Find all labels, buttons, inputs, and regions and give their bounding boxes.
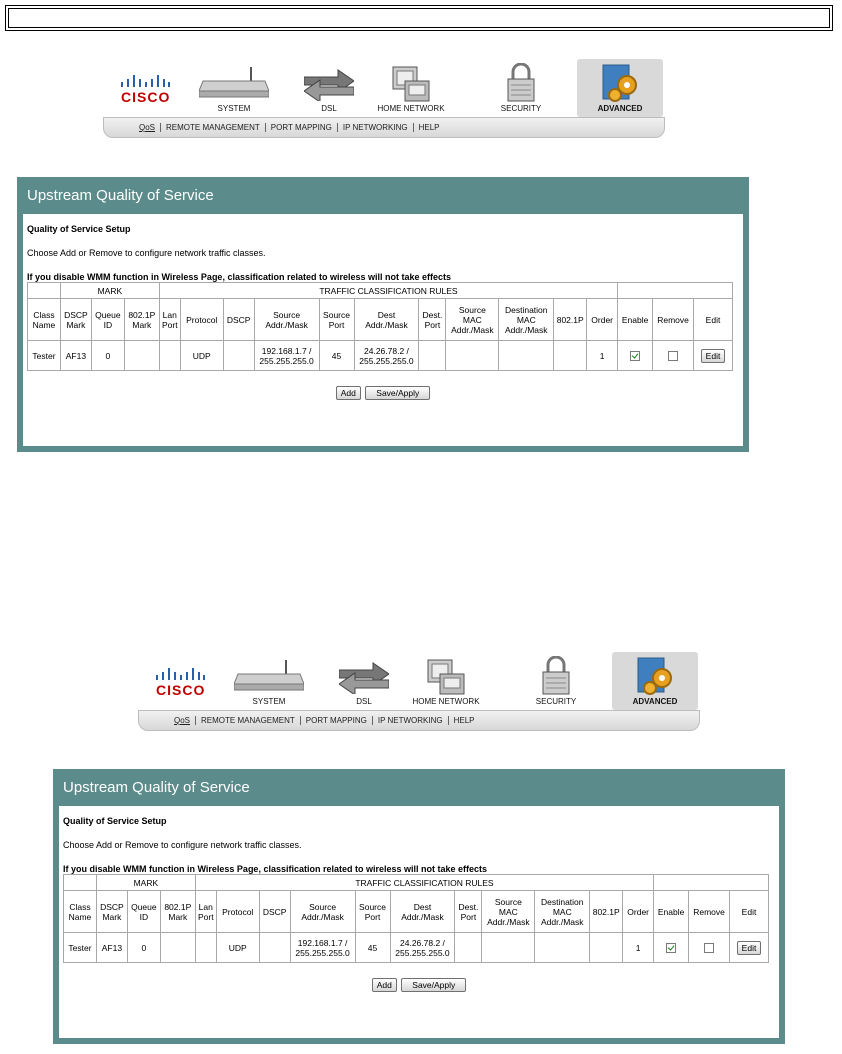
save-apply-button[interactable]: Save/Apply: [365, 386, 430, 400]
mark-header: MARK: [96, 875, 195, 891]
col-dest-addr: Dest Addr./Mask: [354, 299, 419, 341]
nav-label-home-network: HOME NETWORK: [412, 697, 480, 706]
cell-protocol: UDP: [216, 933, 259, 963]
col-source-mac: Source MAC Addr./Mask: [482, 891, 535, 933]
cell-lan-port: [195, 933, 216, 963]
subnav-ip-networking[interactable]: IP NETWORKING: [377, 716, 443, 725]
table-row: [28, 341, 733, 371]
col-lan-port: Lan Port: [195, 891, 216, 933]
cell-edit: [694, 341, 733, 371]
col-edit: Edit: [730, 891, 769, 933]
empty-cell: [28, 283, 61, 299]
nav-label-security: SECURITY: [535, 697, 577, 706]
instructions: Choose Add or Remove to configure network traffic classes.: [63, 840, 302, 850]
cell-dest-addr: 24.26.78.2 / 255.255.255.0: [354, 341, 419, 371]
col-source-port: Source Port: [319, 299, 354, 341]
cell-8021p-mark: [124, 341, 159, 371]
save-apply-button[interactable]: Save/Apply: [401, 978, 466, 992]
cell-dest-mac: [499, 341, 554, 371]
add-button[interactable]: Add: [336, 386, 361, 400]
col-order: Order: [587, 299, 618, 341]
subnav-remote-management[interactable]: REMOTE MANAGEMENT: [201, 716, 295, 725]
subnav-ip-networking[interactable]: IP NETWORKING: [342, 123, 408, 132]
col-remove: Remove: [689, 891, 730, 933]
col-remove: Remove: [653, 299, 694, 341]
add-button[interactable]: Add: [372, 978, 397, 992]
enable-checkbox[interactable]: [666, 943, 676, 953]
cell-lan-port: [159, 341, 180, 371]
cell-queue-id: 0: [91, 341, 124, 371]
col-dest-port: Dest. Port: [419, 299, 446, 341]
cell-source-port: 45: [355, 933, 390, 963]
cell-order: 1: [587, 341, 618, 371]
subnav-remote-management[interactable]: REMOTE MANAGEMENT: [166, 123, 260, 132]
column-header-row: [28, 299, 733, 341]
subnav-port-mapping[interactable]: PORT MAPPING: [270, 123, 332, 132]
col-8021p: 802.1P: [590, 891, 623, 933]
panel-title: Upstream Quality of Service: [27, 187, 214, 204]
empty-cell: [64, 875, 97, 891]
col-8021p-mark: 802.1P Mark: [160, 891, 195, 933]
cell-enable: [618, 341, 653, 371]
cisco-logo: CISCO: [119, 73, 171, 109]
panel-body: [23, 214, 743, 446]
nav-dsl[interactable]: [334, 652, 394, 710]
cell-dest-mac: [535, 933, 590, 963]
nav-security[interactable]: [491, 59, 551, 117]
cell-dest-port: [419, 341, 446, 371]
cell-8021p: [554, 341, 587, 371]
cell-dscp-mark: AF13: [60, 341, 91, 371]
cell-source-port: 45: [319, 341, 354, 371]
cell-class-name: Tester: [64, 933, 97, 963]
qos-panel: [17, 177, 749, 452]
col-lan-port: Lan Port: [159, 299, 180, 341]
nav-advanced[interactable]: [577, 59, 663, 117]
cell-enable: [654, 933, 689, 963]
cell-remove: [653, 341, 694, 371]
col-queue-id: Queue ID: [91, 299, 124, 341]
col-enable: Enable: [618, 299, 653, 341]
qos-panel: [53, 769, 785, 1044]
cell-8021p-mark: [160, 933, 195, 963]
col-protocol: Protocol: [180, 299, 223, 341]
enable-checkbox[interactable]: [630, 351, 640, 361]
col-queue-id: Queue ID: [127, 891, 160, 933]
subnav-bar: [103, 117, 665, 138]
lock-icon: [541, 656, 571, 696]
empty-cell: [618, 283, 733, 299]
col-protocol: Protocol: [216, 891, 259, 933]
empty-cell: [654, 875, 769, 891]
cell-queue-id: 0: [127, 933, 160, 963]
group-header-row: [28, 283, 733, 299]
cell-source-mac: [446, 341, 499, 371]
computer-icon: [426, 658, 466, 696]
cell-class-name: Tester: [28, 341, 61, 371]
lock-icon: [506, 63, 536, 103]
nav-label-security: SECURITY: [500, 104, 542, 113]
cell-dscp: [259, 933, 290, 963]
col-enable: Enable: [654, 891, 689, 933]
nav-label-dsl: DSL: [321, 104, 337, 113]
remove-checkbox[interactable]: [668, 351, 678, 361]
col-dest-addr: Dest Addr./Mask: [390, 891, 455, 933]
subnav-bar: [138, 710, 700, 731]
nav-system[interactable]: [226, 652, 312, 710]
cell-remove: [689, 933, 730, 963]
nav-label-home-network: HOME NETWORK: [377, 104, 445, 113]
cell-edit: [730, 933, 769, 963]
panel-title: Upstream Quality of Service: [63, 779, 250, 796]
gears-icon: [636, 656, 674, 696]
col-dest-port: Dest. Port: [455, 891, 482, 933]
nav-label-dsl: DSL: [356, 697, 372, 706]
edit-button[interactable]: Edit: [737, 941, 762, 955]
col-order: Order: [623, 891, 654, 933]
nav-system[interactable]: [191, 59, 277, 117]
col-edit: Edit: [694, 299, 733, 341]
router-header: [138, 652, 698, 734]
col-source-port: Source Port: [355, 891, 390, 933]
cell-dest-addr: 24.26.78.2 / 255.255.255.0: [390, 933, 455, 963]
router-header: [103, 59, 663, 141]
arrows-icon: [339, 660, 389, 694]
top-frame: [5, 5, 833, 31]
nav-advanced[interactable]: [612, 652, 698, 710]
col-class-name: Class Name: [64, 891, 97, 933]
mark-header: MARK: [60, 283, 159, 299]
table-row: [64, 933, 769, 963]
cell-dest-port: [455, 933, 482, 963]
nav-label-system: SYSTEM: [217, 104, 251, 113]
cell-order: 1: [623, 933, 654, 963]
rules-header: TRAFFIC CLASSIFICATION RULES: [159, 283, 617, 299]
button-row: [59, 975, 779, 993]
col-dscp-mark: DSCP Mark: [96, 891, 127, 933]
panel-body: [59, 806, 779, 1038]
col-source-mac: Source MAC Addr./Mask: [446, 299, 499, 341]
section-title: Quality of Service Setup: [63, 816, 167, 826]
col-dscp-mark: DSCP Mark: [60, 299, 91, 341]
computer-icon: [391, 65, 431, 103]
gears-icon: [601, 63, 639, 103]
instructions: Choose Add or Remove to configure network traffic classes.: [27, 248, 266, 258]
arrows-icon: [304, 67, 354, 101]
nav-dsl[interactable]: [299, 59, 359, 117]
column-header-row: [64, 891, 769, 933]
rules-header: TRAFFIC CLASSIFICATION RULES: [195, 875, 653, 891]
subnav-help[interactable]: HELP: [418, 123, 440, 132]
nav-security[interactable]: [526, 652, 586, 710]
cisco-logo: CISCO: [154, 666, 206, 702]
button-row: [23, 383, 743, 401]
cell-source-addr: 192.168.1.7 / 255.255.255.0: [254, 341, 319, 371]
col-dscp: DSCP: [259, 891, 290, 933]
col-source-addr: Source Addr./Mask: [254, 299, 319, 341]
nav-home-network[interactable]: [410, 652, 482, 710]
nav-label-advanced: ADVANCED: [632, 697, 678, 706]
cell-dscp: [223, 341, 254, 371]
nav-home-network[interactable]: [375, 59, 447, 117]
col-dest-mac: Destination MAC Addr./Mask: [499, 299, 554, 341]
wmm-warning: If you disable WMM function in Wireless Page, classification related to wireless will not take effects: [27, 272, 452, 282]
remove-checkbox[interactable]: [704, 943, 714, 953]
nav-label-system: SYSTEM: [252, 697, 286, 706]
group-header-row: [64, 875, 769, 891]
col-dest-mac: Destination MAC Addr./Mask: [535, 891, 590, 933]
router-icon: [199, 65, 269, 101]
cell-source-addr: 192.168.1.7 / 255.255.255.0: [290, 933, 355, 963]
col-8021p: 802.1P: [554, 299, 587, 341]
cell-protocol: UDP: [180, 341, 223, 371]
section-title: Quality of Service Setup: [27, 224, 131, 234]
col-8021p-mark: 802.1P Mark: [124, 299, 159, 341]
edit-button[interactable]: Edit: [701, 349, 726, 363]
subnav-qos[interactable]: QoS: [174, 716, 191, 725]
router-icon: [234, 658, 304, 694]
wmm-warning: If you disable WMM function in Wireless Page, classification related to wireless will not take effects: [63, 864, 488, 874]
col-class-name: Class Name: [28, 299, 61, 341]
subnav-port-mapping[interactable]: PORT MAPPING: [305, 716, 367, 725]
col-source-addr: Source Addr./Mask: [290, 891, 355, 933]
cell-source-mac: [482, 933, 535, 963]
subnav-help[interactable]: HELP: [453, 716, 475, 725]
subnav-qos[interactable]: QoS: [139, 123, 156, 132]
nav-label-advanced: ADVANCED: [597, 104, 643, 113]
qos-table: [63, 874, 769, 963]
qos-table: [27, 282, 733, 371]
cell-dscp-mark: AF13: [96, 933, 127, 963]
cell-8021p: [590, 933, 623, 963]
col-dscp: DSCP: [223, 299, 254, 341]
